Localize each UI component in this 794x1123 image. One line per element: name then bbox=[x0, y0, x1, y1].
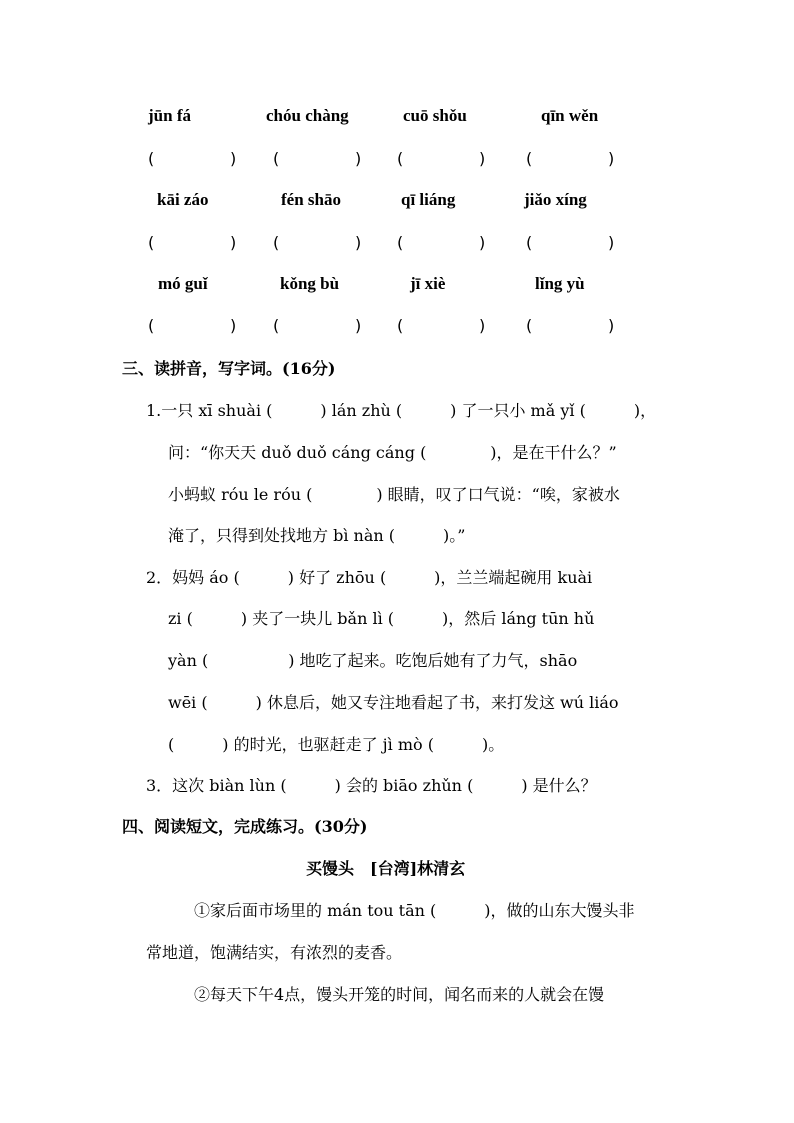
passage-p2-line-1: ②每天下午4点，馒头开笼的时间，闻名而来的人就会在馒 bbox=[194, 985, 605, 1004]
q1-line-1: 1.一只 xī shuài ( ) lán zhù ( ) 了一只小 mǎ yǐ ( )， bbox=[146, 401, 657, 420]
q2-line-1: 2．妈妈 áo ( ) 好了 zhōu ( )，兰兰端起碗用 kuài bbox=[146, 568, 593, 587]
pinyin-word: qīn wěn bbox=[541, 106, 599, 125]
q1-line-2: 问：“你天天 duǒ duǒ cáng cáng ( )，是在干什么？” bbox=[168, 443, 617, 462]
answer-paren-close: ) bbox=[608, 316, 615, 335]
answer-paren-close: ) bbox=[355, 233, 362, 252]
pinyin-word: kāi záo bbox=[157, 190, 209, 209]
answer-paren-close: ) bbox=[230, 316, 237, 335]
pinyin-word: mó guǐ bbox=[158, 274, 208, 293]
passage-p1-line-2: 常地道，饱满结实，有浓烈的麦香。 bbox=[146, 943, 403, 962]
answer-paren-close: ) bbox=[230, 233, 237, 252]
pinyin-word: lǐng yù bbox=[535, 274, 585, 293]
q2-line-2: zi ( ) 夹了一块儿 bǎn lì ( )，然后 láng tūn hǔ bbox=[168, 609, 595, 628]
answer-paren-close: ) bbox=[479, 316, 486, 335]
answer-paren-open: ( bbox=[273, 233, 280, 252]
q1-line-4: 淹了，只得到处找地方 bì nàn ( )。” bbox=[168, 526, 466, 545]
answer-paren-close: ) bbox=[479, 149, 486, 168]
answer-paren-close: ) bbox=[355, 316, 362, 335]
pinyin-word: jiǎo xíng bbox=[524, 190, 587, 209]
pinyin-word: qī liáng bbox=[401, 190, 456, 209]
pinyin-word: kǒng bù bbox=[280, 274, 340, 293]
pinyin-word: jūn fá bbox=[148, 106, 191, 125]
q2-line-5: ( ) 的时光，也驱赶走了 jì mò ( )。 bbox=[168, 735, 505, 754]
q2-line-4: wēi ( ) 休息后，她又专注地看起了书，来打发这 wú liáo bbox=[168, 693, 619, 712]
section-3-heading: 三、读拼音，写字词。(16分) bbox=[122, 359, 336, 378]
answer-paren-open: ( bbox=[397, 316, 404, 335]
passage-p1-line-1: ①家后面市场里的 mán tou tān ( )，做的山东大馒头非 bbox=[194, 901, 635, 920]
answer-paren-open: ( bbox=[273, 316, 280, 335]
answer-paren-open: ( bbox=[526, 149, 533, 168]
q3-line: 3．这次 biàn lùn ( ) 会的 biāo zhǔn ( ) 是什么？ bbox=[146, 776, 597, 795]
answer-paren-open: ( bbox=[526, 233, 533, 252]
pinyin-word: jī xiè bbox=[410, 274, 446, 293]
answer-paren-open: ( bbox=[397, 233, 404, 252]
answer-paren-open: ( bbox=[148, 233, 155, 252]
pinyin-word: chóu chàng bbox=[266, 106, 349, 125]
q1-line-3: 小蚂蚁 róu le róu ( ) 眼睛，叹了口气说：“唉，家被水 bbox=[168, 485, 620, 504]
answer-paren-close: ) bbox=[608, 233, 615, 252]
section-4-heading: 四、阅读短文，完成练习。(30分) bbox=[122, 817, 368, 836]
answer-paren-close: ) bbox=[355, 149, 362, 168]
pinyin-word: fén shāo bbox=[281, 190, 341, 209]
answer-paren-close: ) bbox=[230, 149, 237, 168]
q2-line-3: yàn ( ) 地吃了起来。吃饱后她有了力气，shāo bbox=[168, 651, 578, 670]
answer-paren-open: ( bbox=[148, 316, 155, 335]
answer-paren-open: ( bbox=[526, 316, 533, 335]
passage-title: 买馒头 [台湾]林清玄 bbox=[306, 859, 466, 878]
pinyin-word: cuō shǒu bbox=[403, 106, 467, 125]
answer-paren-close: ) bbox=[608, 149, 615, 168]
answer-paren-open: ( bbox=[273, 149, 280, 168]
answer-paren-open: ( bbox=[148, 149, 155, 168]
answer-paren-close: ) bbox=[479, 233, 486, 252]
answer-paren-open: ( bbox=[397, 149, 404, 168]
